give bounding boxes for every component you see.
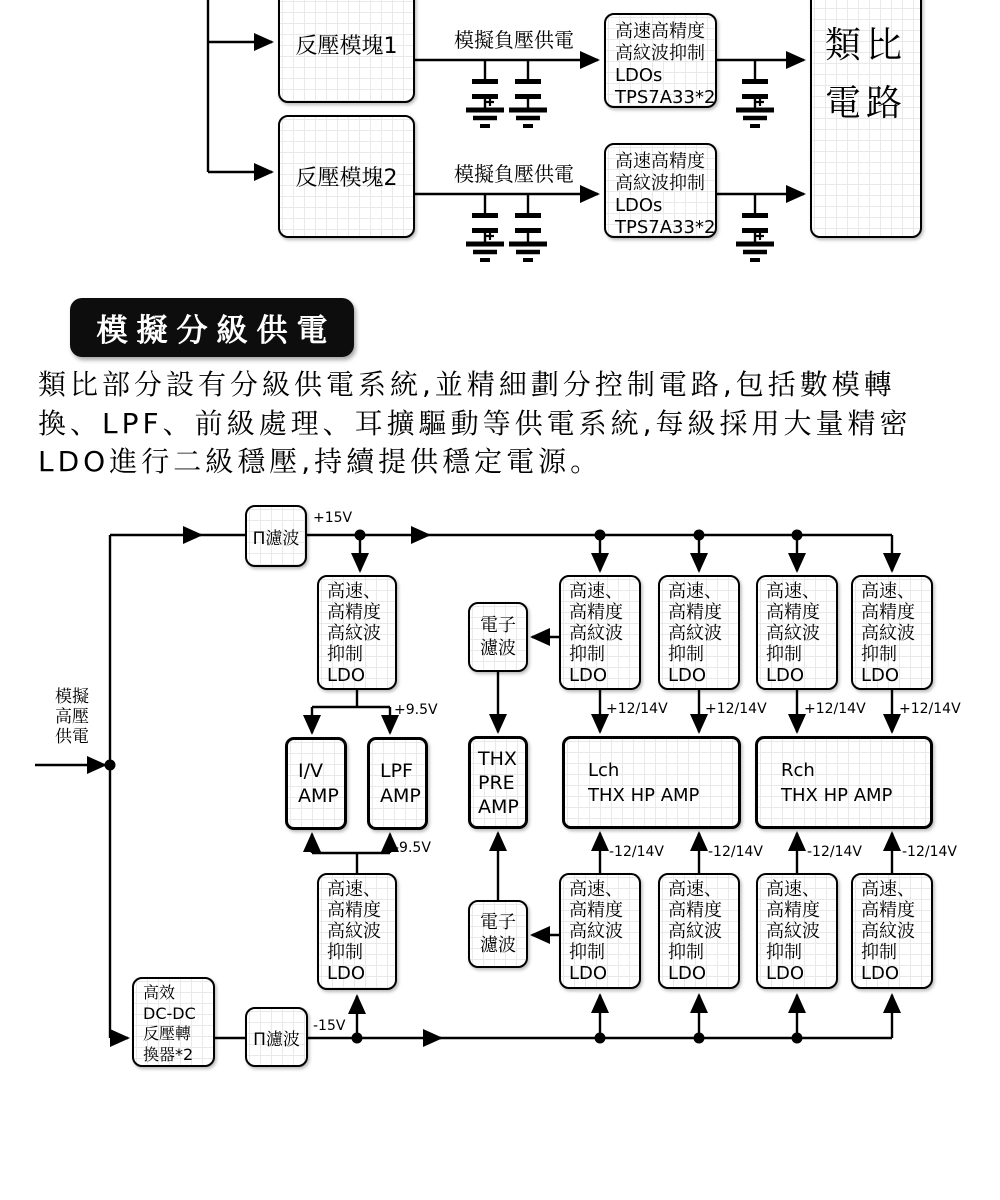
ldo-line: 高速、	[861, 581, 915, 602]
ldo-line: 抑制	[327, 942, 363, 963]
ldo-line: 高速、	[668, 581, 722, 602]
paragraph-line-2: 換、LPF、前級處理、耳擴驅動等供電系統,每級採用大量精密	[38, 406, 912, 440]
ldo-block-neg-1	[559, 873, 641, 989]
ldo-line: 高紋波	[327, 623, 381, 644]
ldo-line: 高紋波	[861, 921, 915, 942]
efilter-line: 濾波	[480, 638, 516, 659]
ldo-line: 高速、	[861, 879, 915, 900]
ldo-line: LDO	[327, 963, 366, 984]
voltage-label-minus1214v-2: -12/14V	[708, 844, 763, 860]
efilter-line: 電子	[480, 615, 516, 636]
neg-voltage-module-1-label: 反壓模塊1	[295, 34, 398, 59]
iv-amp-block	[285, 737, 347, 830]
analog-neg-supply-label-2: 模擬負壓供電	[454, 162, 574, 186]
voltage-label-plus95v: +9.5V	[394, 702, 438, 718]
ldo-line: TPS7A33*2	[615, 87, 716, 108]
lch-thx-hp-amp-block	[562, 736, 741, 829]
ldo-block-neg-2	[658, 873, 740, 989]
capacitor-ground-symbol	[736, 194, 774, 260]
thx-preamp-line: PRE	[478, 771, 515, 794]
input-label-line: 模擬	[55, 687, 89, 707]
capacitor-ground-symbol	[509, 60, 547, 126]
ldo-line: 抑制	[766, 942, 802, 963]
dcdc-line: 換器*2	[143, 1044, 194, 1064]
ldo-line: 抑制	[766, 644, 802, 665]
paragraph-line-3: LDO進行二級穩壓,持續提供穩定電源。	[38, 445, 603, 478]
ldo-line: 高精度	[766, 602, 820, 623]
rch-amp-line: THX HP AMP	[781, 784, 893, 806]
thx-preamp-line: AMP	[478, 795, 519, 818]
ldo-line: 高紋波	[766, 921, 820, 942]
ldo-line: LDO	[668, 665, 707, 686]
analog-circuit-block	[810, 0, 922, 238]
thx-preamp-line: THX	[478, 747, 517, 770]
efilter-line: 濾波	[480, 935, 516, 956]
ldo-line: 抑制	[569, 942, 605, 963]
ldo-line: 高精度	[766, 900, 820, 921]
voltage-label-plus15v: +15V	[313, 510, 353, 526]
ldo-line: 高速高精度	[615, 21, 705, 42]
dcdc-line: 反壓轉	[143, 1024, 192, 1043]
lch-amp-line: THX HP AMP	[588, 784, 700, 806]
ldo-line: 高精度	[327, 602, 381, 623]
voltage-label-plus1214v-2: +12/14V	[705, 701, 767, 717]
dcdc-inverter-block	[132, 977, 215, 1067]
electronic-filter-block-top	[468, 602, 528, 672]
ldo-line: 抑制	[668, 644, 704, 665]
ldo-line: LDO	[766, 665, 805, 686]
ldo-line: 高紋波	[569, 623, 623, 644]
efilter-line: 電子	[480, 912, 516, 933]
ldo-line: 高速、	[327, 879, 381, 900]
ldo-line: 高精度	[668, 602, 722, 623]
analog-circuit-line: 類比	[824, 25, 907, 66]
paragraph-line-1: 類比部分設有分級供電系統,並精細劃分控制電路,包括數模轉	[38, 368, 896, 401]
ldo-block-pos-4	[851, 575, 933, 690]
voltage-label-minus1214v-3: -12/14V	[807, 844, 862, 860]
ldo-line: LDO	[861, 963, 900, 984]
ldo-line: LDO	[861, 665, 900, 686]
ldo-line: 抑制	[861, 644, 897, 665]
ldo-line: 高速、	[569, 879, 623, 900]
electronic-filter-block-bottom	[468, 900, 528, 968]
voltage-label-minus1214v-1: -12/14V	[609, 844, 664, 860]
ldo-line: 高精度	[569, 900, 623, 921]
rch-thx-hp-amp-block	[755, 736, 933, 829]
ldo-line: 高精度	[668, 900, 722, 921]
ldo-line: 抑制	[327, 644, 363, 665]
ldo-line: 高速、	[766, 879, 820, 900]
input-label-line: 高壓	[55, 707, 89, 727]
capacitor-ground-symbol	[466, 60, 504, 126]
pi-filter-label: Π濾波	[252, 528, 300, 549]
ldo-line: 抑制	[861, 942, 897, 963]
iv-amp-line: I/V	[298, 759, 324, 782]
ldo-line: 高紋波	[327, 921, 381, 942]
dcdc-line: DC-DC	[143, 1003, 196, 1023]
ldo-line: 高速、	[668, 879, 722, 900]
ldo-block-pos-2	[658, 575, 740, 690]
ldo-line: LDOs	[615, 195, 663, 216]
ldo-line: 高速、	[327, 581, 381, 602]
rch-amp-line: Rch	[781, 759, 815, 781]
neg-voltage-module-2-label: 反壓模塊2	[295, 166, 398, 191]
ldo-line: 抑制	[569, 644, 605, 665]
capacitor-ground-symbol	[466, 194, 504, 260]
capacitor-ground-symbol	[736, 60, 774, 126]
ldo-line: 高紋波	[861, 623, 915, 644]
analog-hv-supply-label	[50, 687, 94, 747]
ldo-block-neg-4	[851, 873, 933, 989]
ldo-block-pos-3	[756, 575, 838, 690]
ldo-line: 高紋波	[668, 623, 722, 644]
ldo-line: 高精度	[861, 602, 915, 623]
analog-neg-supply-label-1: 模擬負壓供電	[454, 28, 574, 52]
ldo-block-neg-3	[756, 873, 838, 989]
analog-circuit-line: 電路	[824, 83, 907, 124]
voltage-label-plus1214v-3: +12/14V	[804, 701, 866, 717]
lpf-amp-block	[367, 737, 428, 830]
ldo-line: 高精度	[569, 602, 623, 623]
ldo-line: 高紋波抑制	[615, 173, 705, 194]
voltage-label-minus15v: -15V	[313, 1018, 346, 1034]
voltage-label-plus1214v-1: +12/14V	[606, 701, 668, 717]
lpf-amp-line: LPF	[380, 759, 413, 782]
lch-amp-line: Lch	[588, 759, 620, 781]
ldo-block-pos-left	[317, 575, 397, 690]
iv-amp-line: AMP	[298, 784, 339, 807]
ldo-line: 高速高精度	[615, 151, 705, 172]
ldo-line: 高紋波	[569, 921, 623, 942]
pi-filter-label: Π濾波	[253, 1029, 300, 1050]
ldo-line: 高精度	[861, 900, 915, 921]
pi-filter-block-bottom	[245, 1007, 308, 1067]
voltage-label-minus1214v-4: -12/14V	[902, 844, 957, 860]
ldo-block-pos-1	[559, 575, 641, 690]
ldo-line: LDO	[569, 963, 608, 984]
ldo-line: LDO	[327, 665, 366, 686]
capacitor-ground-symbol	[509, 194, 547, 260]
ldo-line: 高精度	[327, 900, 381, 921]
section-heading-badge	[70, 298, 354, 357]
ldo-line: 高速、	[569, 581, 623, 602]
voltage-label-minus95v: -9.5V	[394, 840, 431, 856]
ldo-line: 高速、	[766, 581, 820, 602]
ldo-line: LDO	[766, 963, 805, 984]
section-paragraph	[38, 366, 983, 482]
ldo-line: LDOs	[615, 65, 663, 86]
ldo-line: 高紋波抑制	[615, 43, 705, 64]
ldo-tps7a33-block-2	[604, 143, 717, 238]
ldo-line: 高紋波	[668, 921, 722, 942]
voltage-label-plus1214v-4: +12/14V	[899, 701, 961, 717]
neg-voltage-module-2-block	[278, 115, 415, 238]
ldo-tps7a33-block-1	[604, 13, 717, 108]
lpf-amp-line: AMP	[380, 784, 421, 807]
ldo-line: 高紋波	[766, 623, 820, 644]
neg-voltage-module-1-block	[278, 0, 415, 103]
ldo-line: LDO	[569, 665, 608, 686]
input-label-line: 供電	[55, 727, 89, 747]
ldo-line: LDO	[668, 963, 707, 984]
ldo-line: TPS7A33*2	[615, 217, 716, 238]
ldo-line: 抑制	[668, 942, 704, 963]
section-heading-text: 模擬分級供電	[96, 313, 337, 349]
thx-preamp-block	[468, 736, 528, 829]
pi-filter-block-top	[245, 505, 307, 567]
dcdc-line: 高效	[143, 983, 176, 1002]
ldo-block-neg-left	[317, 873, 397, 990]
